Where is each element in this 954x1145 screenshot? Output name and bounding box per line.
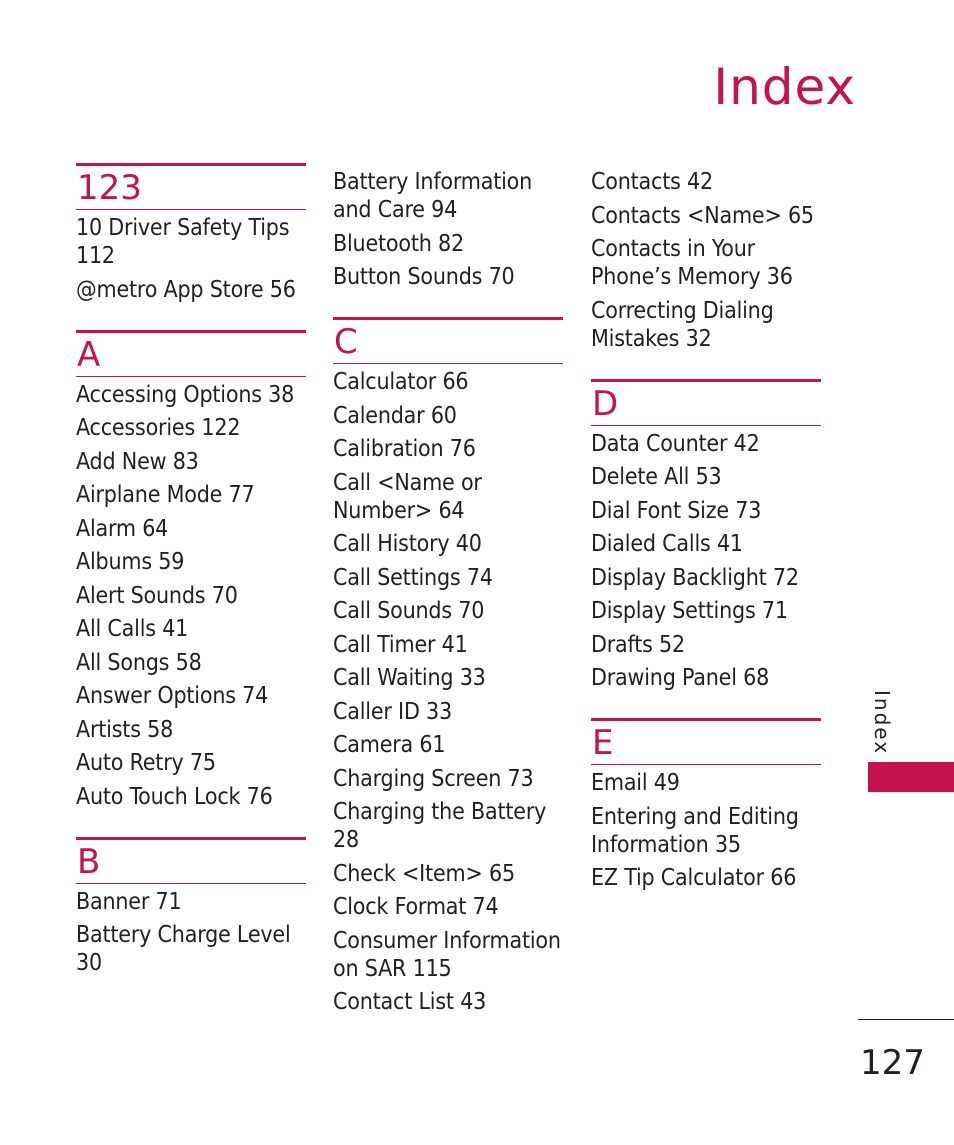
- index-entry: Charging the Battery 28: [333, 799, 547, 853]
- index-entry: 10 Driver Safety Tips 112: [76, 215, 290, 269]
- index-entry: Caller ID 33: [333, 698, 452, 725]
- index-entry: Display Settings 71: [591, 598, 788, 624]
- index-section: [76, 837, 306, 978]
- index-entry: Drafts 52: [591, 631, 685, 658]
- index-entry: Clock Format 74: [333, 894, 499, 920]
- index-entry: Call <Name or Number> 64: [333, 469, 482, 524]
- index-entry: Data Counter 42: [591, 430, 760, 457]
- index-entry: Banner 71: [76, 888, 182, 915]
- section-heading: E: [591, 718, 821, 765]
- index-entry: Drawing Panel 68: [591, 665, 770, 691]
- index-entry: Correcting Dialing Mistakes 32: [591, 297, 774, 352]
- index-entry: Display Backlight 72: [591, 564, 799, 591]
- index-entry: Artists 58: [76, 716, 174, 743]
- index-entry: Call Timer 41: [333, 631, 468, 658]
- index-section: [333, 168, 563, 291]
- section-heading: 123: [76, 163, 306, 210]
- index-section: [591, 168, 821, 353]
- index-entry: Charging Screen 73: [333, 765, 534, 792]
- index-entry: Auto Retry 75: [76, 750, 216, 776]
- index-column-3: [591, 168, 821, 918]
- index-entry: Check <Item> 65: [333, 860, 515, 887]
- section-heading: A: [76, 330, 306, 377]
- index-entry: Button Sounds 70: [333, 264, 515, 290]
- section-heading: C: [333, 317, 563, 364]
- index-entry: All Songs 58: [76, 649, 202, 676]
- index-entry: Call History 40: [333, 531, 482, 557]
- index-entry: Contacts in Your Phone’s Memory 36: [591, 236, 793, 290]
- index-entry: Add New 83: [76, 448, 199, 475]
- side-label: Index: [870, 690, 894, 756]
- index-entry: Delete All 53: [591, 464, 722, 490]
- index-entry: Dial Font Size 73: [591, 497, 762, 524]
- index-entry: Calculator 66: [333, 369, 469, 395]
- index-entry: Airplane Mode 77: [76, 482, 255, 508]
- index-entry: Camera 61: [333, 732, 446, 758]
- index-entry: Answer Options 74: [76, 683, 269, 709]
- page-title: Index: [713, 58, 856, 116]
- section-heading: D: [591, 379, 821, 426]
- index-entry: Accessories 122: [76, 415, 241, 441]
- section-heading: B: [76, 837, 306, 884]
- index-entry: Alert Sounds 70: [76, 582, 238, 609]
- index-entry: Call Sounds 70: [333, 598, 485, 624]
- index-entry: Email 49: [591, 770, 680, 796]
- index-entry: Contact List 43: [333, 989, 487, 1015]
- index-entry: Entering and Editing Information 35: [591, 803, 799, 858]
- index-entry: Call Waiting 33: [333, 665, 486, 691]
- index-entry: Calendar 60: [333, 402, 457, 429]
- index-entry: All Calls 41: [76, 616, 189, 642]
- page-number-rule: [858, 1019, 954, 1020]
- index-entry: Albums 59: [76, 549, 185, 575]
- index-column-2: [333, 168, 563, 1042]
- index-column-1: [76, 163, 306, 1003]
- index-entry: Accessing Options 38: [76, 381, 295, 408]
- index-entry: Auto Touch Lock 76: [76, 783, 273, 810]
- index-entry: EZ Tip Calculator 66: [591, 865, 797, 891]
- index-entry: Alarm 64: [76, 515, 169, 542]
- index-entry: Consumer Information on SAR 115: [333, 927, 561, 982]
- index-entry: @metro App Store 56: [76, 276, 296, 303]
- index-entry: Dialed Calls 41: [591, 531, 743, 557]
- section-tab-marker: [868, 762, 954, 792]
- index-entry: Calibration 76: [333, 436, 476, 462]
- index-entry: Battery Information and Care 94: [333, 169, 533, 223]
- index-section: [333, 317, 563, 1016]
- index-section: [591, 718, 821, 892]
- page-number: 127: [860, 1043, 925, 1083]
- index-section: [591, 379, 821, 693]
- index-entry: Contacts 42: [591, 169, 713, 195]
- index-entry: Call Settings 74: [333, 564, 493, 591]
- index-entry: Contacts <Name> 65: [591, 202, 814, 229]
- index-entry: Bluetooth 82: [333, 230, 464, 257]
- index-entry: Battery Charge Level 30: [76, 922, 291, 976]
- index-section: [76, 330, 306, 811]
- index-section: [76, 163, 306, 304]
